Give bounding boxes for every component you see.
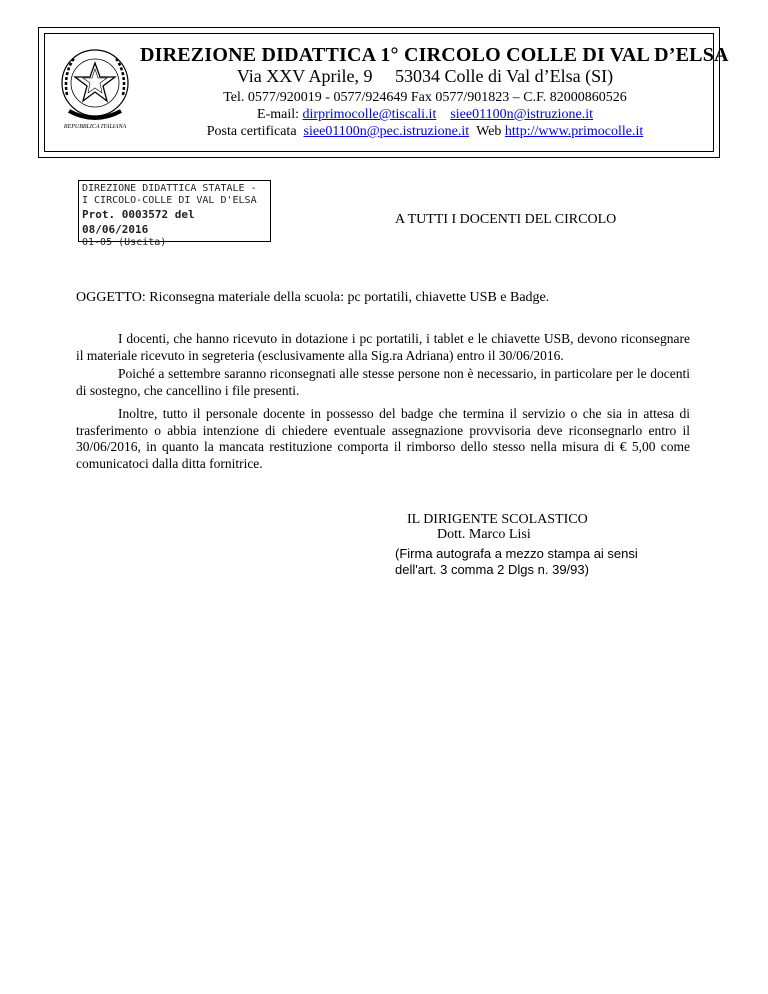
letterhead-email-line <box>140 107 710 123</box>
web-label: Web <box>476 124 505 139</box>
protocol-stamp <box>78 180 271 248</box>
stamp-line-1: DIREZIONE DIDATTICA STATALE - <box>82 183 257 194</box>
pec-email-link[interactable]: siee01100n@pec.istruzione.it <box>303 124 470 139</box>
email-label: E-mail: <box>257 107 303 122</box>
letterhead-address: Via XXV Aprile, 9 53034 Colle di Val d’Elsa (SI) <box>236 66 614 86</box>
signatory-name: Dott. Marco Lisi <box>437 527 531 542</box>
protocol-class: 01-05 (Uscita) <box>82 237 167 248</box>
pec-label: Posta certificata <box>206 124 304 139</box>
body-paragraph-1: I docenti, che hanno ricevuto in dotazione i pc portatili, i tablet e le chiavette USB, devono riconsegnare il materiale ricevuto in segreteria (esclusivamente alla Sig.ra Adriana) entro il 30/06/2016. <box>76 331 690 363</box>
signatory-title: IL DIRIGENTE SCOLASTICO <box>407 512 588 527</box>
letterhead-pec-line <box>140 124 710 140</box>
website-link[interactable]: http://www.primocolle.it <box>504 124 644 139</box>
body-paragraph-2: Poiché a settembre saranno riconsegnati alle stesse persone non è necessario, in particolare per le docenti di sostegno, che cancellino i file presenti. <box>76 366 690 398</box>
emblem-text: REPUBBLICA ITALIANA <box>63 124 127 130</box>
email-link-primary[interactable]: dirprimocolle@tiscali.it <box>302 107 437 122</box>
signature-note: (Firma autografa a mezzo stampa ai sensi dell'art. 3 comma 2 Dlgs n. 39/93) <box>395 546 638 577</box>
email-link-institutional[interactable]: siee01100n@istruzione.it <box>450 107 593 122</box>
letterhead-title: DIREZIONE DIDATTICA 1° CIRCOLO COLLE DI VAL D’ELSA <box>140 44 729 66</box>
protocol-number: Prot. 0003572 del 08/06/2016 <box>82 208 195 236</box>
body-paragraph-3: Inoltre, tutto il personale docente in possesso del badge che termina il servizio o che sia in attesa di trasferimento o abbia intenzione di chiedere eventuale assegnazione provvisoria deve riconsegnarlo entro il 30/06/2016, in quanto la mancata restituzione comporta il rimborso dello stesso nella misura di € 5,00 come comunicatoci dalla ditta fornitrice. <box>76 406 690 471</box>
stamp-line-2: I CIRCOLO-COLLE DI VAL D'ELSA <box>82 195 257 206</box>
letterhead-contacts: Tel. 0577/920019 - 0577/924649 Fax 0577/901823 – C.F. 82000860526 <box>223 90 627 105</box>
subject-line: OGGETTO: Riconsegna materiale della scuola: pc portatili, chiavette USB e Badge. <box>76 290 550 305</box>
italian-republic-emblem-icon <box>55 43 135 133</box>
recipient-line: A TUTTI I DOCENTI DEL CIRCOLO <box>395 212 617 227</box>
